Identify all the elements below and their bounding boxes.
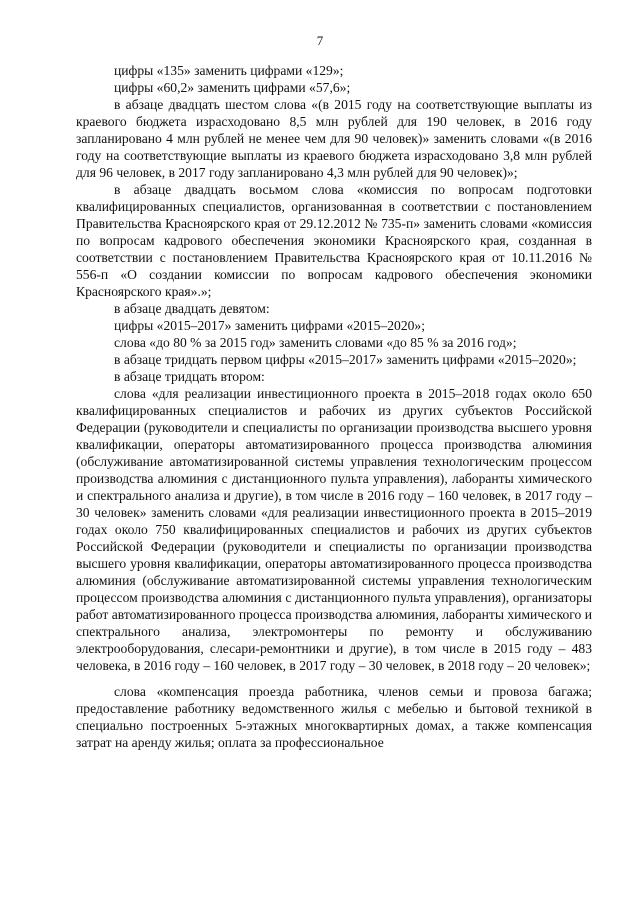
- paragraph: слова «компенсация проезда работника, членов семьи и провоза багажа; предоставление работнику ведомственного жилья с мебелью и бытовой техникой в специально построенных 5-этажных многоквартирных домах, а также компенсация затрат на аренду жилья; оплата за профессиональное: [76, 684, 592, 750]
- paragraph: в абзаце тридцать втором:: [114, 369, 265, 384]
- page-number: 7: [316, 33, 324, 48]
- paragraph: в абзаце тридцать первом цифры «2015–2017» заменить цифрами «2015–2020»;: [114, 352, 577, 367]
- paragraph: слова «для реализации инвестиционного проекта в 2015–2018 годах около 650 квалифицированных специалистов и рабочих из других субъектов Российской Федерации (руководители и специалисты по организации производства высшего уровня квалификации, операторы автоматизированного процесса производства алюминия (обслуживание автоматизированной системы управления технологическим процессом производства алюминия с дистанционного пульта управления), лаборанты химического и спектрального анализа и другие), в том числе в 2016 году – 160 человек, в 2017 году – 30 человек» заменить словами «для реализации инвестиционного проекта в 2015–2019 годах около 750 квалифицированных специалистов и рабочих из других субъектов Российской Федерации (руководители и специалисты по организации производства высшего уровня квалификации, операторы автоматизированного процесса производства алюминия (обслуживание автоматизированной системы управления технологическим процессом производства алюминия с дистанционного пульта управления), организаторы работ автоматизированного процесса производства алюминия, лаборанты химического и спектрального анализа, электромонтеры по ремонту и обслуживанию электрооборудования, слесари-ремонтники и другие), в том числе в 2015 году – 483 человека, в 2016 году – 160 человек, в 2017 году – 30 человек, в 2018 году – 20 человек»;: [76, 386, 592, 673]
- paragraph: в абзаце двадцать девятом:: [114, 301, 270, 316]
- paragraph: цифры «60,2» заменить цифрами «57,6»;: [114, 80, 351, 95]
- paragraph: в абзаце двадцать шестом слова «(в 2015 году на соответствующие выплаты из краевого бюджета израсходовано 8,5 млн рублей для 190 человек, в 2016 году запланировано 4 млн рублей не менее чем для 90 человек)» заменить словами «(в 2016 году на соответствующие выплаты из краевого бюджета израсходовано 3,8 млн рублей для 96 человек, в 2017 году запланировано 4,3 млн рублей для 90 человек)»;: [76, 97, 592, 180]
- paragraph: цифры «135» заменить цифрами «129»;: [114, 63, 344, 78]
- paragraph: цифры «2015–2017» заменить цифрами «2015–2020»;: [114, 318, 425, 333]
- paragraph: в абзаце двадцать восьмом слова «комиссия по вопросам подготовки квалифицированных специалистов, организованная в соответствии с постановлением Правительства Красноярского края от 29.12.2012 № 735-п» заменить словами «комиссия по вопросам кадрового обеспечения экономики Красноярского края, созданная в соответствии с постановлением Правительства Красноярского края от 10.11.2016 № 556-п «О создании комиссии по вопросам кадрового обеспечения экономики Красноярского края».»;: [76, 182, 592, 299]
- document-body: [76, 62, 592, 751]
- paragraph: слова «до 80 % за 2015 год» заменить словами «до 85 % за 2016 год»;: [114, 335, 517, 350]
